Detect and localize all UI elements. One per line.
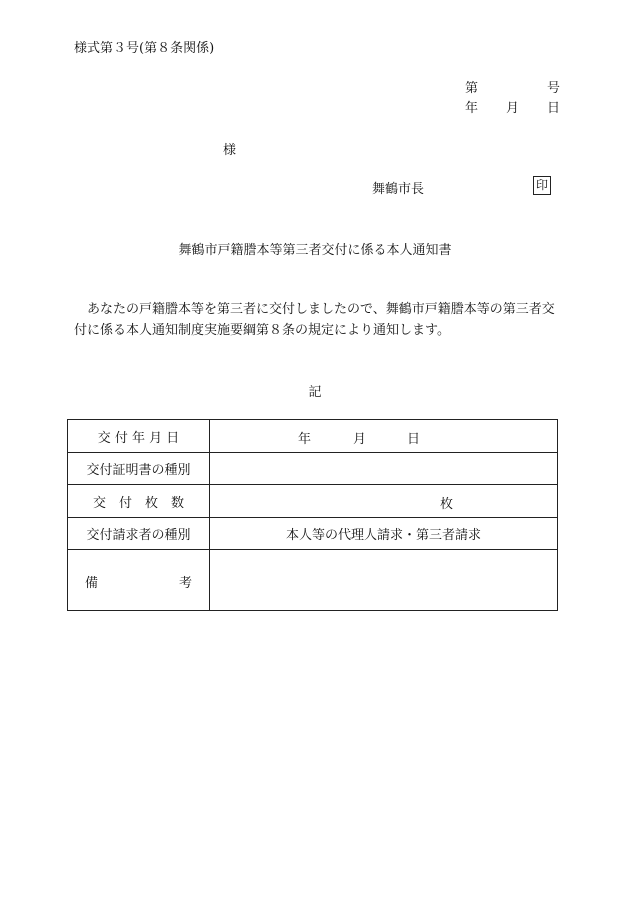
remarks-label-left: 備	[85, 576, 99, 591]
remarks-label-right: 考	[179, 576, 193, 591]
table-row	[68, 453, 558, 485]
certificate-type-label: 交付証明書の種別	[68, 453, 210, 485]
sender-name: 舞鶴市長	[372, 182, 425, 197]
delivery-date-year: 年	[298, 432, 312, 447]
table-row	[68, 550, 558, 611]
table-row	[68, 485, 558, 518]
ki-heading: 記	[308, 385, 322, 400]
issue-date-year: 年	[465, 101, 479, 116]
delivery-date-month: 月	[353, 432, 367, 447]
delivery-date-day: 日	[407, 432, 421, 447]
sheet-count-value	[210, 485, 558, 518]
requester-type-value: 本人等の代理人請求・第三者請求	[210, 518, 558, 550]
seal-stamp-box: 印	[533, 176, 551, 195]
document-number-prefix: 第	[465, 81, 479, 96]
certificate-type-value	[210, 453, 558, 485]
document-number-suffix: 号	[547, 81, 561, 96]
requester-type-label: 交付請求者の種別	[68, 518, 210, 550]
issue-date-day: 日	[547, 101, 561, 116]
issue-date-month: 月	[506, 101, 520, 116]
sheet-count-unit: 枚	[440, 497, 454, 512]
table-row	[68, 518, 558, 550]
document-title: 舞鶴市戸籍謄本等第三者交付に係る本人通知書	[178, 243, 452, 258]
form-number: 様式第３号(第８条関係)	[74, 41, 215, 56]
table-row	[68, 420, 558, 453]
sheet-count-label: 交 付 枚 数	[68, 485, 210, 518]
remarks-value	[210, 550, 558, 611]
notification-body: あなたの戸籍謄本等を第三者に交付しましたので、舞鶴市戸籍謄本等の第三者交付に係る本人通知制度実施要綱第８条の規定により通知します。	[74, 302, 555, 338]
delivery-date-label: 交 付 年 月 日	[68, 420, 210, 453]
details-table	[67, 419, 558, 611]
delivery-date-value	[210, 420, 558, 453]
recipient-honorific: 様	[223, 143, 237, 158]
remarks-label	[68, 550, 210, 611]
